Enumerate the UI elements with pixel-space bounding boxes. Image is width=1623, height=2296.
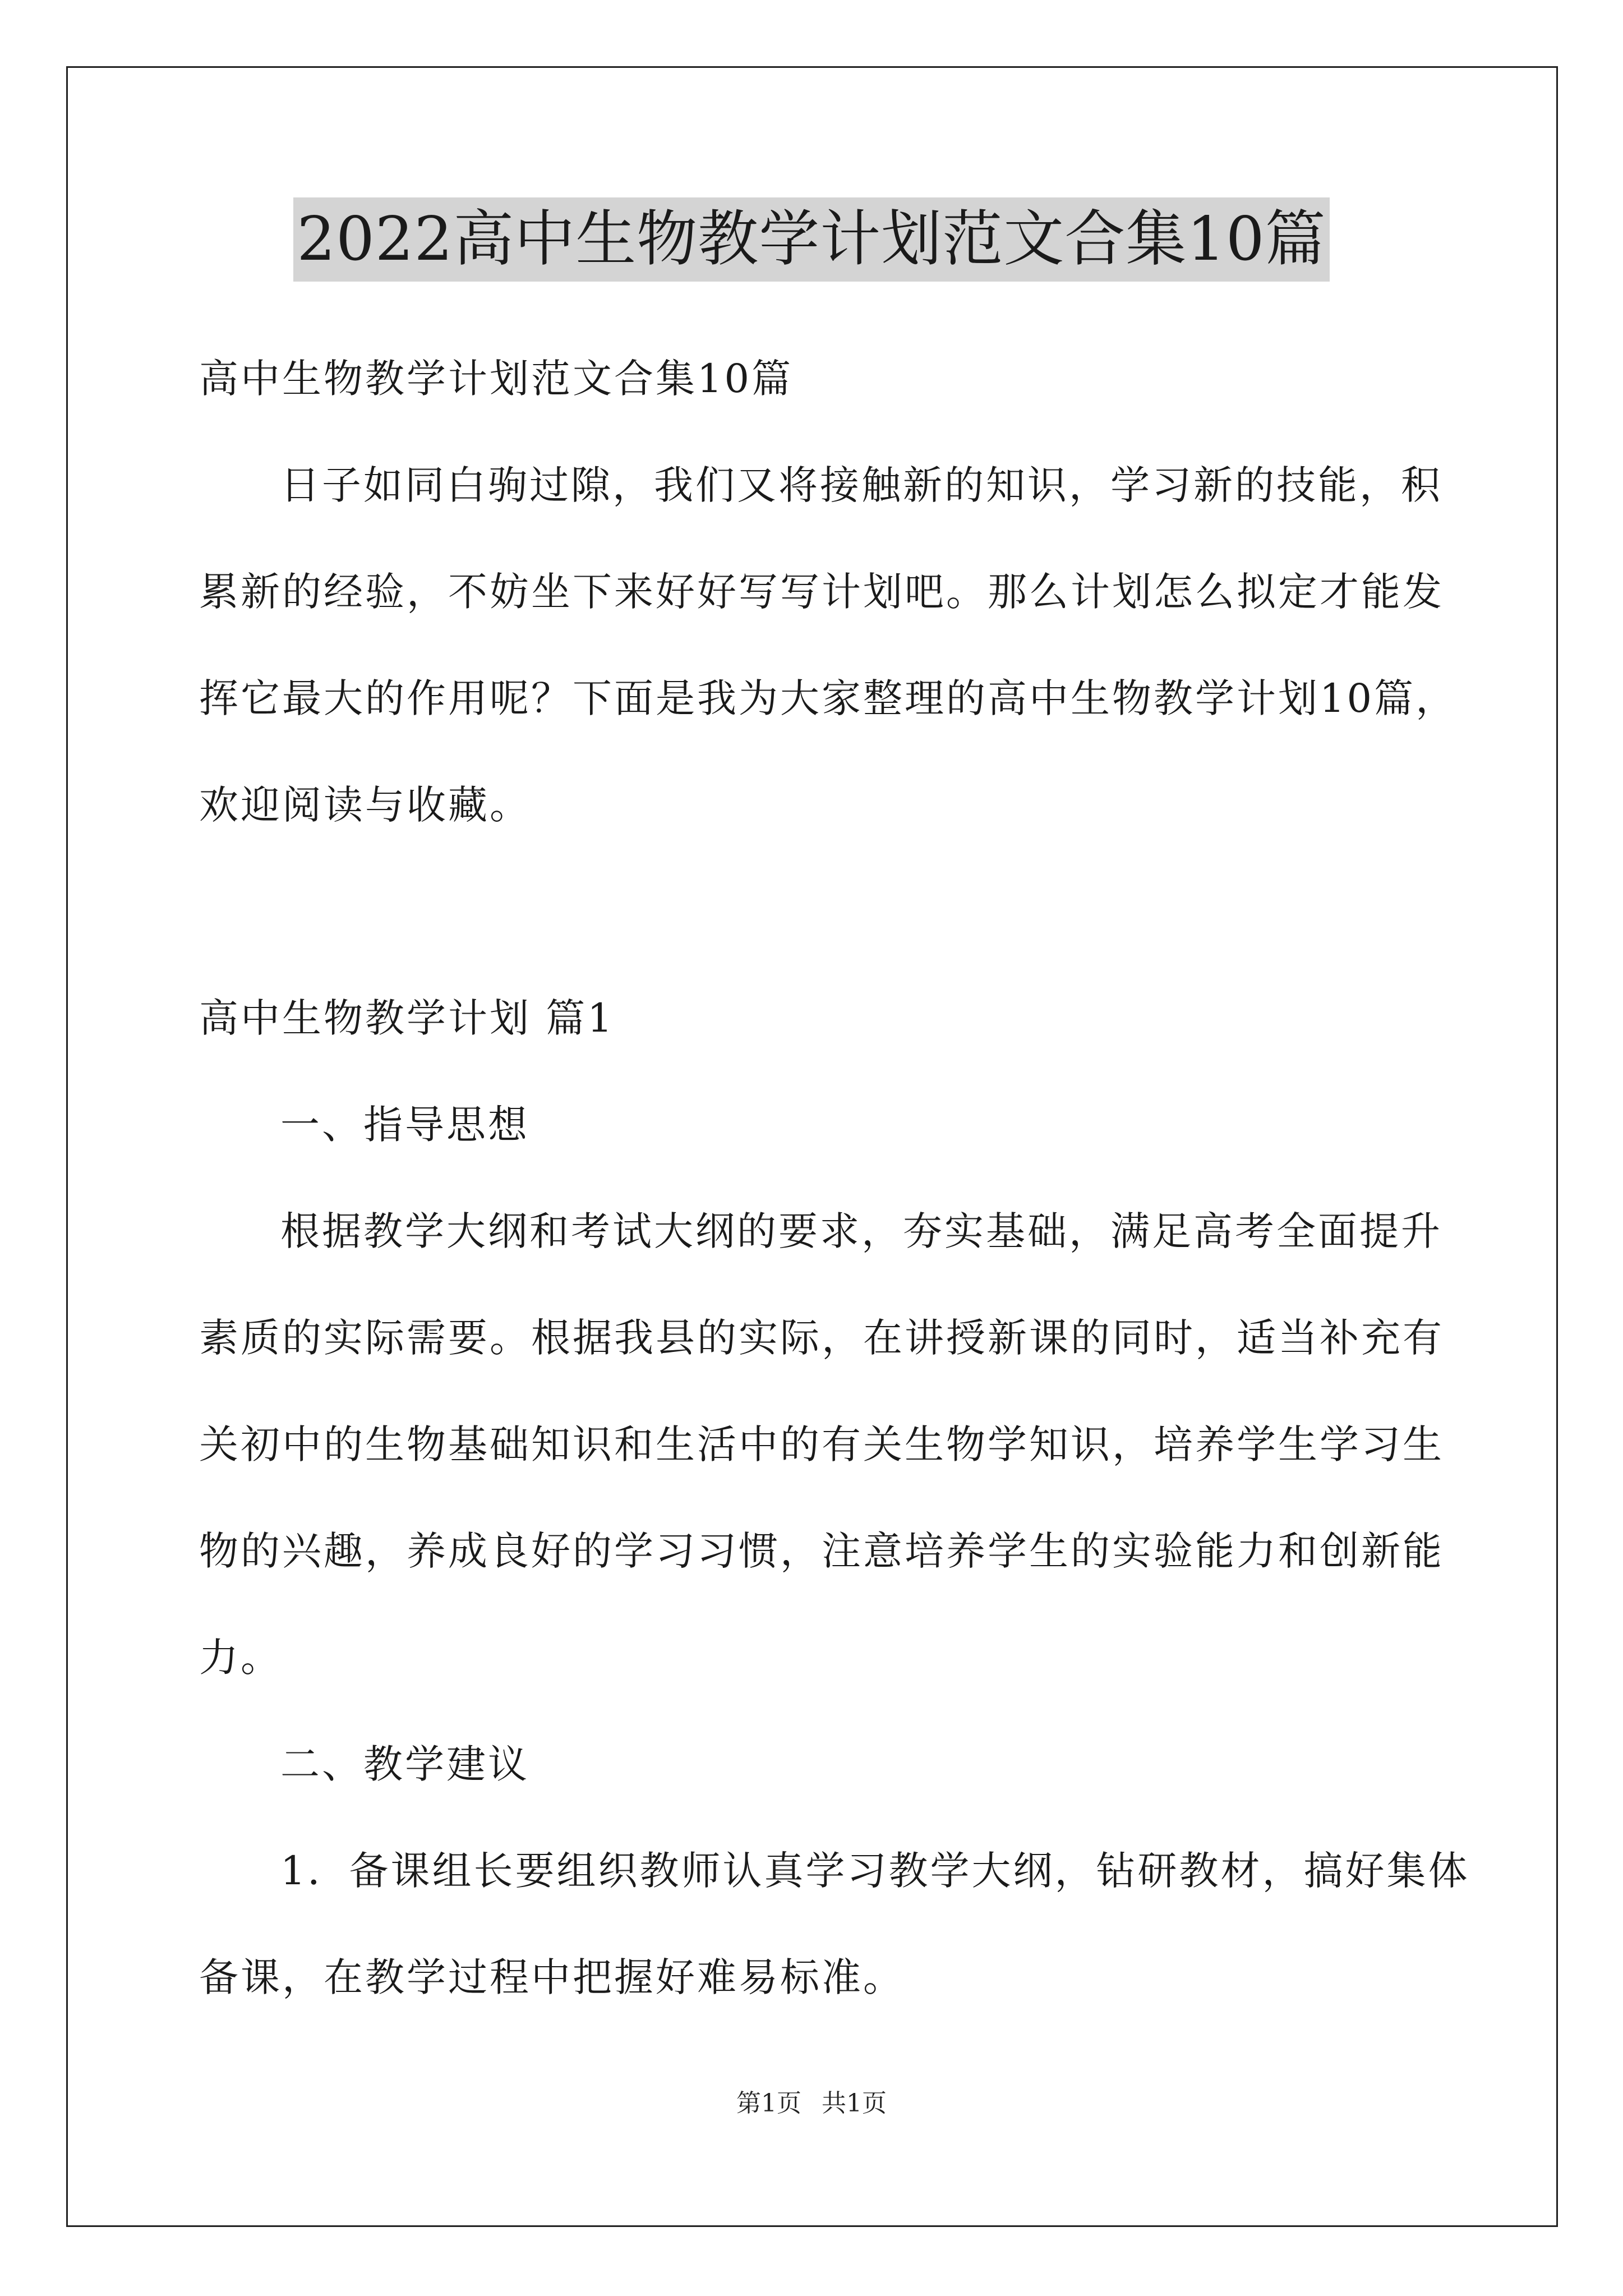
- suggestion-line-1: 1．备课组长要组织教师认真学习教学大纲，钻研教材，搞好集体: [280, 1848, 1470, 1894]
- heading-teaching-suggestions: 二、教学建议: [280, 1741, 529, 1787]
- intro-line-2: 累新的经验，不妨坐下来好好写写计划吧。那么计划怎么拟定才能发: [199, 569, 1444, 615]
- intro-line-4: 欢迎阅读与收藏。: [199, 782, 531, 828]
- paragraph-line-4: 物的兴趣，养成良好的学习习惯，注意培养学生的实验能力和创新能: [199, 1528, 1444, 1574]
- section-heading: 高中生物教学计划 篇1: [199, 995, 615, 1041]
- paragraph-line-1: 根据教学大纲和考试大纲的要求，夯实基础，满足高考全面提升: [280, 1208, 1442, 1254]
- paragraph-line-2: 素质的实际需要。根据我县的实际，在讲授新课的同时，适当补充有: [199, 1315, 1444, 1361]
- intro-line-3: 挥它最大的作用呢？下面是我为大家整理的高中生物教学计划10篇，: [199, 675, 1458, 721]
- intro-line-1: 日子如同白驹过隙，我们又将接触新的知识，学习新的技能，积: [280, 462, 1442, 508]
- paragraph-line-3: 关初中的生物基础知识和生活中的有关生物学知识，培养学生学习生: [199, 1421, 1444, 1467]
- page-current: 第1页: [736, 2089, 801, 2118]
- heading-guiding-ideology: 一、指导思想: [280, 1102, 529, 1148]
- subtitle-line: 高中生物教学计划范文合集10篇: [199, 356, 794, 402]
- page-footer: [0, 2087, 1623, 2120]
- suggestion-line-2: 备课，在教学过程中把握好难易标准。: [199, 1954, 905, 2000]
- title-wrap: [0, 197, 1623, 282]
- paragraph-line-5: 力。: [199, 1635, 282, 1681]
- document-title: 2022高中生物教学计划范文合集10篇: [293, 197, 1329, 282]
- page-total: 共1页: [822, 2089, 887, 2118]
